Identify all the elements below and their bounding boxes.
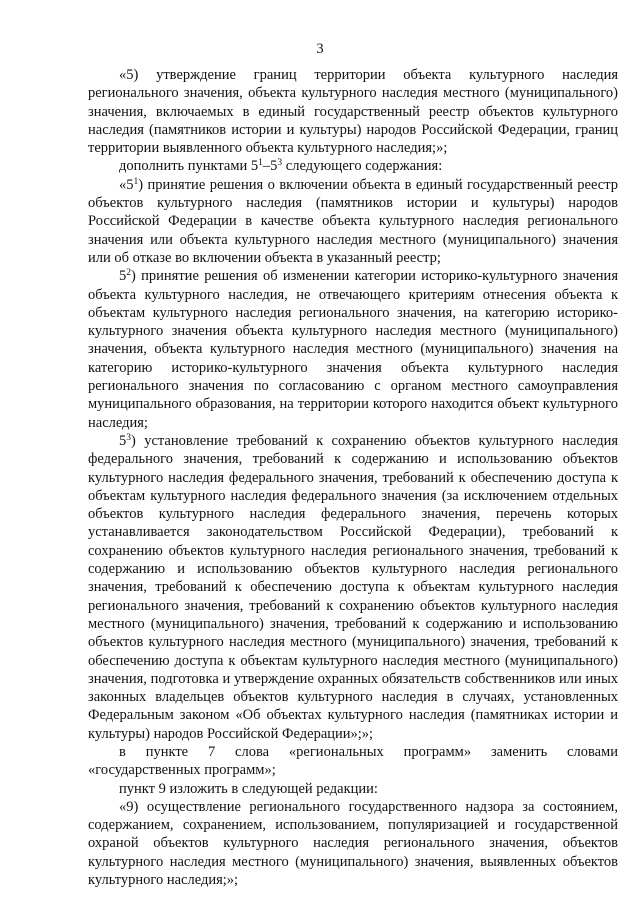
superscript: 1 [258, 158, 263, 169]
paragraph-text: ) принятие решения об изменении категории историко-культурного значения объекта культурного наследия, не отвечающего критериям отнесения объекта к объектам культурного наследия регионального значения, на категорию историко-культурного значения объекта культурного наследия местного (муниципального) значения, объекта культурного наследия местного (муниципального) значения на категорию историко-культурного значения объекта культурного наследия регионального значения по согласованию с органом местного самоуправления муниципального образования, на территории которого находится объект культурного наследия; [88, 268, 618, 431]
paragraph-item-9 [88, 798, 618, 889]
paragraph-text: ) установление требований к сохранению объектов культурного наследия федерального значения, требований к содержанию и использованию объектов культурного наследия федерального значения, требований к обеспечению доступа к объектам культурного наследия федерального значения (за исключением отдельных объектов культурного наследия федерального значения, перечень которых устанавливается законодательством Российской Федерации), требований к сохранению объектов культурного наследия регионального значения, требований к содержанию и использованию объектов культурного наследия регионального значения, требований к обеспечению доступа к объектам культурного наследия регионального значения, требований к сохранению объектов культурного наследия местного (муниципального) значения, требований к содержанию и использованию объектов культурного наследия местного (муниципального) значения, требований к обеспечению доступа к объектам культурного наследия местного (муниципального) значения, подготовка и утверждение охранных обязательств собственников или иных законных владельцев объектов культурного наследия в случаях, установленных Федеральным законом «Об объектах культурного наследия (памятниках истории и культуры) народов Российской Федерации»;»; [88, 432, 618, 742]
superscript: 2 [126, 268, 131, 279]
paragraph-text: «5) утверждение границ территории объекта культурного наследия регионального значения, объекта культурного наследия местного (муниципального) значения, включаемых в единый государственный реестр объектов культурного наследия (памятников истории и культуры) народов Российской Федерации, границ территории выявленного объекта культурного наследия;»; [88, 67, 618, 157]
paragraph-text: «9) осуществление регионального государственного надзора за состоянием, содержанием, сохранением, использованием, популяризацией и государственной охраной объектов культурного наследия регионального значения, объектов культурного наследия местного (муниципального) значения, выявленных объектов культурного наследия;»; [88, 798, 618, 889]
paragraph-text: 5 [119, 268, 127, 285]
paragraph-text: ) принятие решения о включении объекта в единый государственный реестр объектов культурного наследия (памятников истории и культуры) народов Российской Федерации в качестве объекта культурного наследия регионального значения или объекта культурного наследия местного (муниципального) значения или об отказе во включении объекта в указанный реестр; [88, 176, 618, 266]
paragraph-text: дополнить пунктами 5 [119, 158, 259, 175]
paragraph-item-5-1 [88, 176, 618, 267]
paragraph-item-7 [88, 743, 618, 780]
superscript: 3 [126, 432, 131, 443]
paragraph-text: «5 [119, 176, 134, 193]
paragraph-item-5-3 [88, 432, 618, 743]
paragraph-add-items [88, 157, 618, 175]
paragraph-text: 5 [119, 432, 127, 449]
superscript: 1 [133, 176, 139, 187]
paragraph-item-5-2 [88, 267, 618, 432]
superscript: 3 [277, 158, 283, 169]
paragraph-text: –5 [262, 158, 278, 175]
paragraph-item-9-intro [88, 780, 618, 798]
document-body [88, 66, 618, 889]
paragraph-text: в пункте 7 слова «региональных программ» заменить словами «государственных программ»; [88, 743, 618, 779]
paragraph-item-5 [88, 66, 618, 157]
page-number: 3 [316, 41, 324, 57]
paragraph-text: следующего содержания: [282, 158, 443, 175]
paragraph-text: пункт 9 изложить в следующей редакции: [119, 780, 378, 797]
